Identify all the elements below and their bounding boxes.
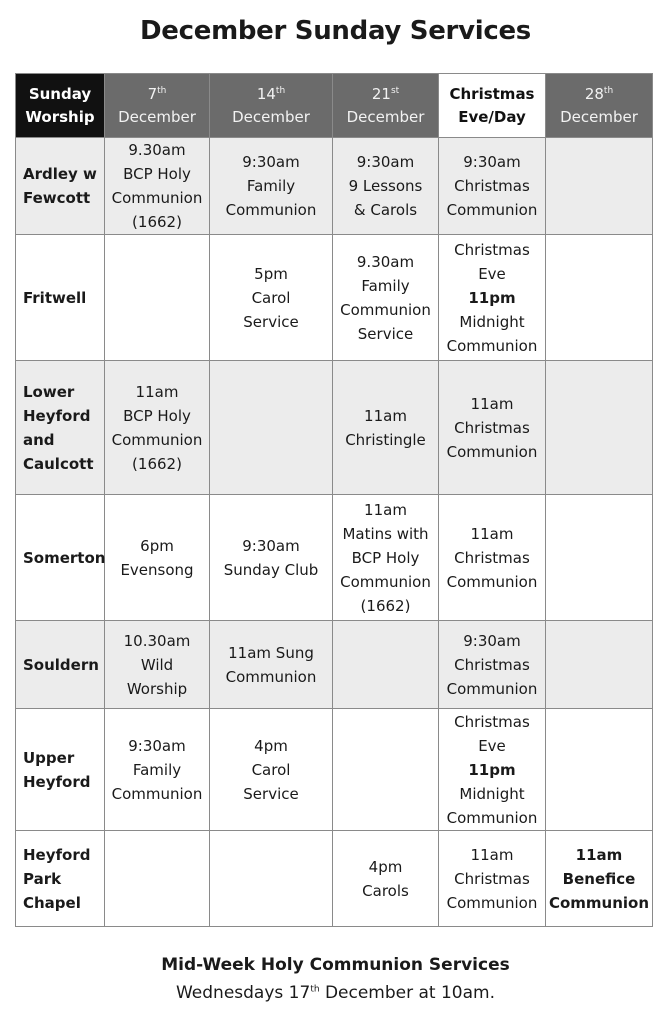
service-cell [439,831,546,927]
service-text: Christmas [454,712,530,731]
service-text: Sunday Club [223,560,319,579]
service-text: Communion [446,442,538,461]
service-cell [439,138,546,235]
church-name-line: Souldern [23,655,99,674]
table-body [16,138,653,927]
col-sup: th [275,85,286,96]
service-text: Carol [251,288,291,307]
service-text: 4pm [254,736,288,755]
col-day: 14 [256,84,276,103]
church-name-line: Fritwell [23,288,87,307]
service-text: Midnight [459,312,525,331]
church-name [16,495,105,621]
service-text: Communion [225,667,317,686]
service-text: Midnight [459,784,525,803]
midweek-text-end: December at 10am. [319,983,496,1003]
service-text: Communion [446,336,538,355]
service-cell [546,138,653,235]
service-text: 10.30am [123,631,191,650]
service-text: 9:30am [463,153,521,171]
service-cell [333,709,439,831]
col-header-christmas [439,74,546,138]
services-table [15,73,653,927]
service-cell [333,361,439,495]
service-text: Communion [446,808,538,827]
service-text: Christmas [454,240,530,259]
service-cell [210,138,333,235]
service-text: 5pm [254,264,288,283]
service-text: Carols [362,881,409,900]
service-cell [333,138,439,235]
service-text: BCP Holy [351,548,420,567]
service-cell [439,709,546,831]
header-row [16,74,653,138]
corner-line: Worship [25,107,95,126]
service-cell [105,831,210,927]
service-cell [546,709,653,831]
service-text: Communion [446,893,538,912]
service-text: Service [243,312,299,331]
service-text: 11am [470,394,514,413]
col-header-21dec [333,74,439,138]
col-header-14dec [210,74,333,138]
service-cell [105,361,210,495]
service-text: Evensong [120,560,194,579]
church-name-line: Somerton [23,548,106,567]
table-row [16,709,653,831]
service-cell [546,235,653,361]
service-text: Family [246,177,296,195]
service-text: Christmas [454,548,530,567]
corner-line: Sunday [28,84,92,103]
col-month: December [118,107,196,126]
service-cell [210,235,333,361]
service-text: Christmas [454,177,530,195]
service-cell [439,495,546,621]
page-title: December Sunday Services [140,16,531,46]
service-text: 11am [470,524,514,543]
church-name [16,361,105,495]
church-name-line: Chapel [23,893,81,912]
service-cell [105,138,210,235]
service-text: Communion [111,430,203,449]
table-row [16,138,653,235]
church-name [16,138,105,235]
church-name [16,235,105,361]
service-text: 4pm [368,857,403,876]
service-text: Service [243,784,299,803]
service-cell [439,235,546,361]
service-text: Communion [340,572,431,591]
col-month: December [346,107,425,126]
church-name-line: Ardley w [23,165,97,183]
table-row [16,361,653,495]
service-text: 9:30am [242,153,300,171]
service-text: Matins with [342,524,429,543]
table-row [16,495,653,621]
service-text: Worship [126,679,188,698]
service-text: Benefice [562,869,636,888]
service-text: Christmas [454,869,530,888]
service-text: Wild [140,655,174,674]
col-label: Christmas [449,84,535,103]
service-text: Communion [446,679,538,698]
service-text: 11pm [468,760,516,779]
service-text: BCP Holy [123,165,191,183]
service-cell [210,621,333,709]
service-cell [333,831,439,927]
service-text: Communion [446,201,538,219]
col-day: 21 [371,84,391,103]
col-header-28dec [546,74,653,138]
service-text: 11am [364,406,407,425]
church-name-line: Upper [23,748,75,767]
service-text: 9:30am [128,736,186,755]
service-text: 9:30am [356,153,415,171]
service-cell [333,621,439,709]
corner-header [16,74,105,138]
service-text: Eve [478,264,506,283]
service-text: BCP Holy [123,406,191,425]
midweek-line [0,983,671,1003]
service-cell [105,709,210,831]
service-text: Communion [446,572,538,591]
service-text: 11am [470,845,514,864]
church-name [16,709,105,831]
table-row [16,235,653,361]
church-name-line: Caulcott [23,454,94,473]
service-text: 11am [135,382,179,401]
table-row [16,831,653,927]
service-text: Christingle [345,430,426,449]
church-name-line: Fewcott [23,189,91,207]
service-text: 9 Lessons [348,177,423,195]
church-name-line: Lower [23,382,75,401]
service-cell [210,361,333,495]
service-text: 9.30am [356,252,415,271]
midweek-sup: th [310,984,320,995]
service-cell [439,361,546,495]
service-text: Christmas [454,418,530,437]
col-sup: th [603,85,614,96]
midweek-text: Wednesdays 17 [175,983,311,1003]
col-sup: th [157,85,167,96]
service-cell [333,495,439,621]
service-cell [105,495,210,621]
service-text: 11pm [468,288,516,307]
service-text: Communion [111,784,203,803]
service-cell [546,361,653,495]
service-text: 11am [364,500,407,519]
col-sup: st [390,85,400,96]
church-name-line: Park [23,869,62,888]
service-cell [546,495,653,621]
col-day: 7 [147,84,158,103]
service-cell [210,709,333,831]
service-text: 11am [575,845,623,864]
service-text: Communion [340,300,431,319]
service-cell [546,621,653,709]
church-name-line: Heyford [23,772,91,791]
service-text: 11am Sung [228,643,314,662]
service-text: & Carols [353,201,418,219]
service-cell [105,235,210,361]
church-name-line: Heyford [23,406,91,425]
service-text: 9:30am [242,536,300,555]
col-header-7dec [105,74,210,138]
service-text: Family [132,760,182,779]
col-month: December [560,107,638,126]
col-month: December [232,107,310,126]
church-name-line: and [23,430,55,449]
service-cell [333,235,439,361]
service-cell [546,831,653,927]
service-text: Communion [548,893,650,912]
service-cell [105,621,210,709]
col-day: 28 [584,84,604,103]
col-label: Eve/Day [458,107,526,126]
service-text: 9.30am [128,141,186,159]
table-row [16,621,653,709]
church-name-line: Heyford [23,845,91,864]
service-text: Service [357,324,414,343]
service-text: Communion [111,189,203,207]
service-text: 6pm [140,536,174,555]
service-text: Communion [225,201,317,219]
service-cell [210,831,333,927]
service-text: (1662) [360,596,411,615]
midweek-heading: Mid-Week Holy Communion Services [161,955,510,975]
service-cell [210,495,333,621]
church-name [16,831,105,927]
service-text: (1662) [132,454,182,473]
service-cell [439,621,546,709]
service-text: Eve [478,736,506,755]
service-text: Christmas [454,655,530,674]
service-text: 9:30am [463,631,521,650]
service-text: (1662) [132,213,182,231]
service-text: Family [361,276,410,295]
church-name [16,621,105,709]
service-text: Carol [251,760,291,779]
